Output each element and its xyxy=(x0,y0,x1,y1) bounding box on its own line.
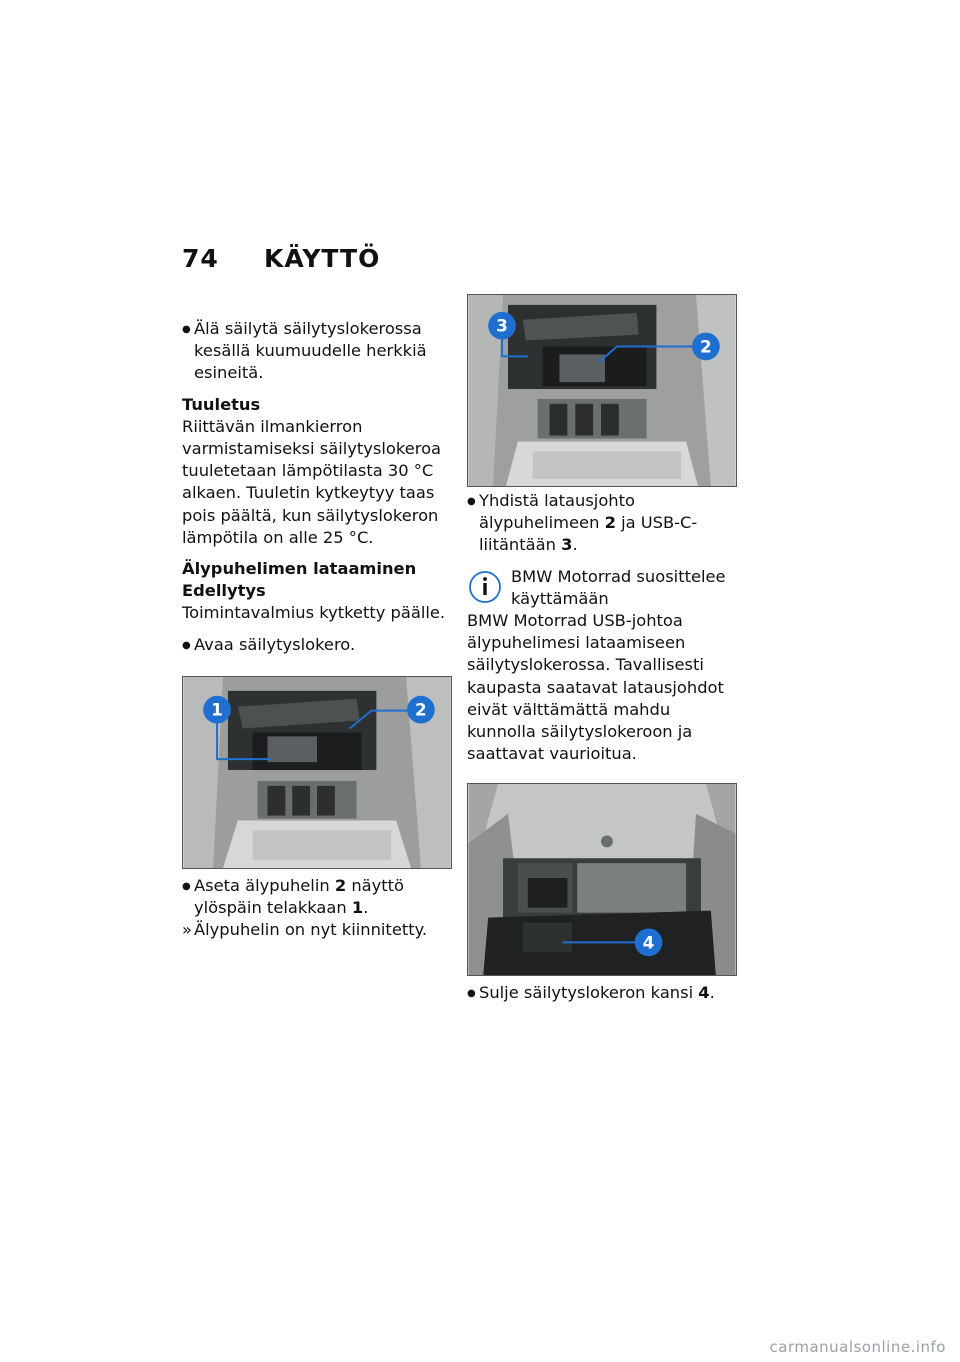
result-marker: » xyxy=(182,920,192,940)
info-icon xyxy=(467,568,503,606)
watermark: carmanualsonline.info xyxy=(769,1338,946,1356)
bullet-item xyxy=(182,634,452,656)
prerequisite-text: Toimintavalmius kytketty päälle. xyxy=(182,603,446,623)
figure-close-lid xyxy=(467,783,737,976)
callout-3: 3 xyxy=(496,315,508,336)
figure-storage-open xyxy=(182,676,452,869)
left-column xyxy=(182,318,452,941)
bullet-text: Aseta älypuhelin 2 näyttö ylöspäin telakkaan 1. xyxy=(194,875,405,918)
bullet-item xyxy=(467,490,737,557)
bullet-marker: ● xyxy=(182,880,191,892)
right-column xyxy=(467,490,737,1005)
ventilation-text: Riittävän ilmankierron varmistamiseksi säilytyslokeroa tuuletetaan lämpötilasta 30 °C alkaen. Tuuletin kytkeytyy taas pois päältä, kun säilytyslokeron lämpötila on alle 25 °C. xyxy=(182,416,442,547)
callout-4: 4 xyxy=(642,932,655,953)
section-heading-charging: Älypuhelimen lataaminen xyxy=(182,559,417,579)
note-text: BMW Motorrad USB-johtoa älypuhelimesi lataamiseen säilytyslokerossa. Tavallisesti kaupasta saatavat latausjohdot eivät välttämättä mahdu kunnolla säilytyslokeroon ja saattavat vaurioitua. xyxy=(467,611,724,764)
bullet-text: Avaa säilytyslokero. xyxy=(194,634,356,654)
bullet-item xyxy=(182,318,452,385)
bullet-marker: ● xyxy=(467,988,476,1000)
bullet-marker: ● xyxy=(467,496,476,507)
bullet-item xyxy=(182,875,452,919)
page-header xyxy=(182,244,380,273)
result-item xyxy=(182,919,452,941)
prerequisite-heading: Edellytys xyxy=(182,581,266,601)
figure-cable-connection xyxy=(467,294,737,487)
result-text: Älypuhelin on nyt kiinnitetty. xyxy=(194,920,428,940)
note-lead-text: BMW Motorrad suosittelee käyttämään xyxy=(511,566,726,608)
bullet-text: Yhdistä latausjohto älypuhelimeen 2 ja USB-C-liitäntään 3. xyxy=(479,491,698,555)
chapter-title: KÄYTTÖ xyxy=(264,244,381,273)
bullet-text: Sulje säilytyslokeron kansi 4. xyxy=(479,983,715,1003)
callout-2: 2 xyxy=(700,336,712,357)
callout-2: 2 xyxy=(415,699,427,720)
bullet-item xyxy=(467,982,737,1004)
page-number: 74 xyxy=(182,244,219,273)
bullet-text: Älä säilytä säilytyslokerossa kesällä kuumuudelle herkkiä esineitä. xyxy=(194,319,427,383)
bullet-marker: ● xyxy=(182,324,191,335)
callout-1: 1 xyxy=(211,699,223,720)
info-note xyxy=(467,566,737,766)
section-heading-ventilation: Tuuletus xyxy=(182,394,261,414)
bullet-marker: ● xyxy=(182,639,191,651)
